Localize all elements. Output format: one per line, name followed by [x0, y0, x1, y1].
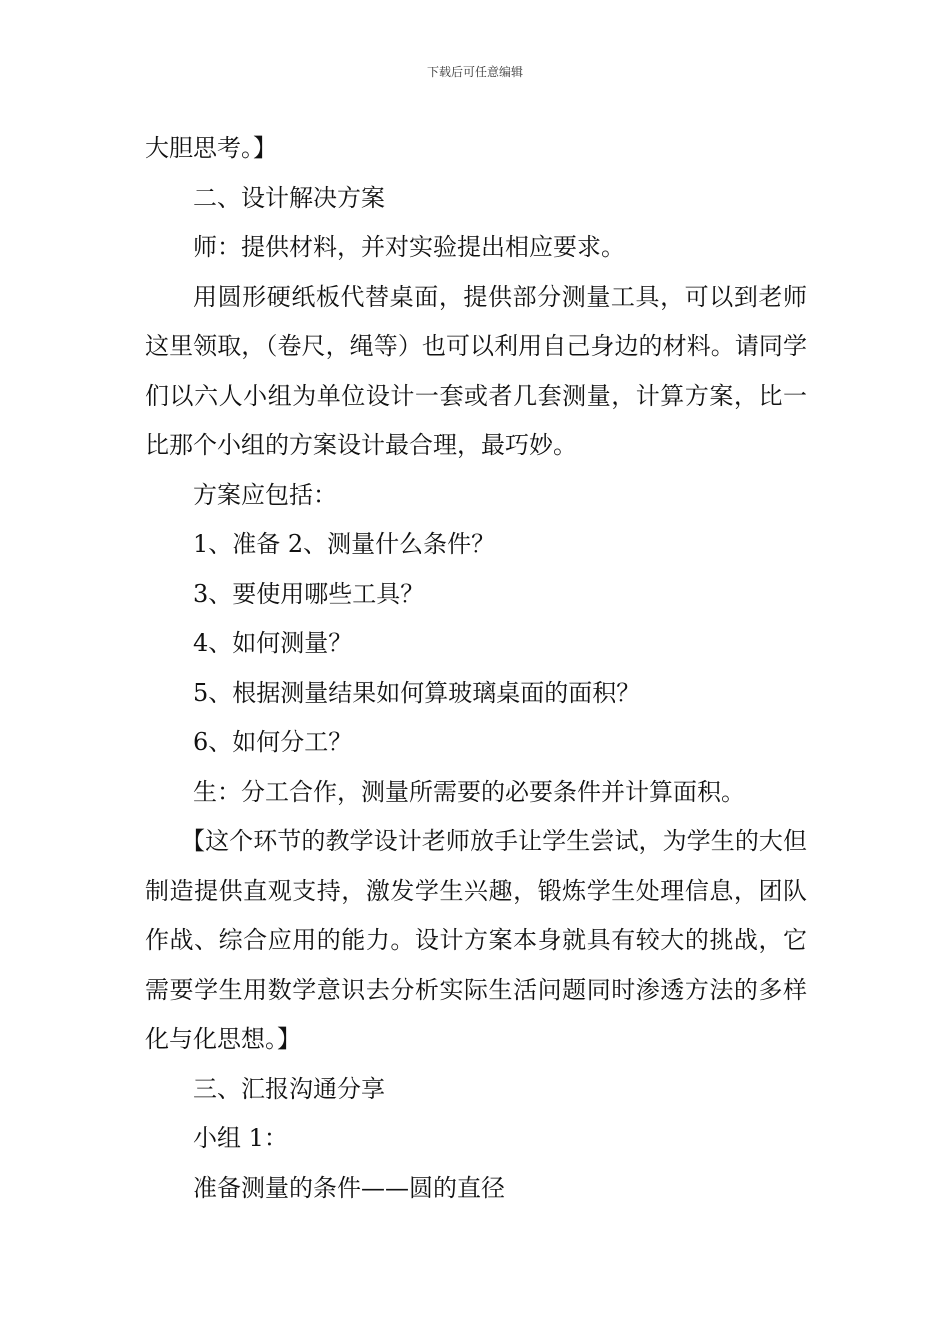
- page-header-note: 下载后可任意编辑: [426, 65, 523, 79]
- list-item: 6、如何分工？: [193, 728, 353, 756]
- list-item: 3、要使用哪些工具？: [193, 579, 425, 608]
- list-item: 5、根据测量结果如何算玻璃桌面的面积？: [193, 678, 641, 707]
- document-body: [145, 124, 807, 1213]
- section-heading: 二、设计解决方案: [193, 183, 385, 212]
- paragraph: 用圆形硬纸板代替桌面，提供部分测量工具，可以到老师这里领取，（卷尺，绳等）也可以利用自己身边的材料。请同学们以六人小组为单位设计一套或者几套测量，计算方案，比一比那个小组的方案设计最合理，最巧妙。: [145, 282, 807, 459]
- section-heading: 三、汇报沟通分享: [193, 1074, 385, 1103]
- paragraph: 师：提供材料，并对实验提出相应要求。: [193, 233, 625, 261]
- paragraph: 准备测量的条件——圆的直径: [193, 1173, 505, 1202]
- paragraph: 生：分工合作，测量所需要的必要条件并计算面积。: [193, 777, 745, 806]
- list-item: 1、准备 2、测量什么条件？: [193, 530, 496, 558]
- paragraph: 方案应包括：: [193, 480, 337, 509]
- list-item: 4、如何测量？: [193, 629, 353, 657]
- paragraph: 大胆思考。】: [145, 134, 277, 162]
- paragraph: 小组 1：: [193, 1124, 288, 1152]
- commentary-paragraph: 【这个环节的教学设计老师放手让学生尝试，为学生的大但制造提供直观支持，激发学生兴趣，锻炼学生处理信息，团队作战、综合应用的能力。设计方案本身就具有较大的挑战，它需要学生用数学意识去分析实际生活问题同时渗透方法的多样化与化思想。】: [145, 827, 807, 1053]
